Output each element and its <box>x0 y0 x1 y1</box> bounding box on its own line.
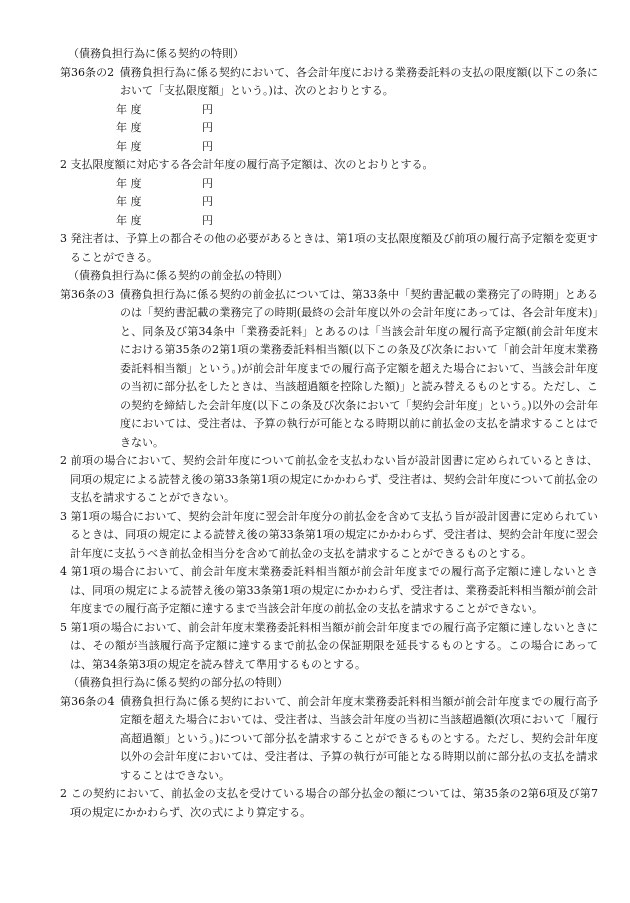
year-label: 年 度 <box>116 195 142 208</box>
amount-row <box>116 193 598 212</box>
article-number: 第36条の2 <box>60 65 115 79</box>
paragraph-number: 5 <box>60 620 67 634</box>
paragraph <box>60 230 599 267</box>
paragraph-text: 第1項の場合において、前会計年度末業務委託料相当額が前会計年度までの履行高予定額に達しないときは、同項の規定による読替え後の第33条第1項の規定にかかわらず、受注者は、業務委託料相当額が前会計年度までの履行高予定額に達するまで当該会計年度の前払金の支払を請求することができない。 <box>70 565 598 615</box>
amount-row <box>116 119 598 138</box>
paragraph <box>60 785 598 822</box>
section-heading: （債務負担行為に係る契約の部分払の特則） <box>68 676 288 689</box>
yen-label: 円 <box>202 102 213 116</box>
yen-label: 円 <box>202 121 213 134</box>
paragraph-text: 支払限度額に対応する各会計年度の履行高予定額は、次のとおりとする。 <box>70 158 434 171</box>
year-label: 年 度 <box>116 176 142 190</box>
article-36-4 <box>60 693 598 786</box>
paragraph <box>60 156 598 175</box>
paragraph-text: 発注者は、予算上の都合その他の必要があるときは、第1項の支払限度額及び前項の履行高予定額を変更することができる。 <box>70 232 599 264</box>
section-heading: （債務負担行為に係る契約の特則） <box>68 47 244 60</box>
yen-label: 円 <box>202 139 213 153</box>
paragraph <box>60 452 598 508</box>
year-label: 年 度 <box>116 139 142 153</box>
article-text: 債務負担行為に係る契約において、各会計年度における業務委託料の支払の限度額(以下この条において「支払限度額」という。)は、次のとおりとする。 <box>119 65 598 97</box>
paragraph <box>60 563 598 619</box>
amount-row <box>116 138 598 157</box>
paragraph-number: 2 <box>60 454 67 467</box>
amount-row <box>116 175 598 194</box>
paragraph <box>60 508 598 564</box>
yen-label: 円 <box>202 213 213 227</box>
paragraph-number: 2 <box>60 787 67 800</box>
article-text: 債務負担行為に係る契約において、前会計年度末業務委託料相当額が前会計年度までの履行高予定額を超えた場合においては、受注者は、当該会計年度の当初に当該超過額(次項において「履行高超過額」という。)について部分払を請求することができるものとする。ただし、契約会計年度以外の会計年度においては、受注者は、予算の執行が可能となる時期以前に部分払の支払を請求することはできない。 <box>120 694 598 782</box>
article-36-2 <box>60 64 598 101</box>
amount-row <box>116 101 598 120</box>
year-label: 年 度 <box>116 213 142 227</box>
section-heading: （債務負担行為に係る契約の前金払の特則） <box>68 269 288 282</box>
yen-label: 円 <box>202 176 213 190</box>
amount-row <box>116 212 598 231</box>
paragraph-text: 前項の場合において、契約会計年度について前払金を支払わない旨が設計図書に定められているときは、同項の規定による読替え後の第33条第1項の規定にかかわらず、受注者は、契約会計年度について前払金の支払を請求することができない。 <box>70 454 598 504</box>
paragraph-number: 3 <box>60 509 67 523</box>
yen-label: 円 <box>202 195 213 208</box>
paragraph-text: 第1項の場合において、前会計年度末業務委託料相当額が前会計年度までの履行高予定額に達しないときには、その額が当該履行高予定額に達するまで前払金の保証期限を延長するものとする。この場合にあっては、第34条第3項の規定を読み替えて準用するものとする。 <box>70 620 598 671</box>
year-label: 年 度 <box>116 121 142 134</box>
paragraph-text: 第1項の場合において、契約会計年度に翌会計年度分の前払金を含めて支払う旨が設計図書に定められているときは、同項の規定による読替え後の第33条第1項の規定にかかわらず、受注者は、契約会計年度に翌会計年度に支払うべき前払金相当分を含めて前払金の支払を請求することができるものとする。 <box>70 509 598 560</box>
article-36-3 <box>60 286 599 453</box>
paragraph <box>60 619 598 675</box>
article-number: 第36条の4 <box>60 694 115 708</box>
article-number: 第36条の3 <box>60 287 115 301</box>
paragraph-number: 4 <box>60 565 67 578</box>
paragraph-number: 2 <box>60 158 67 171</box>
paragraph-number: 3 <box>60 232 67 245</box>
article-text: 債務負担行為に係る契約の前金払については、第33条中「契約書記載の業務完了の時期」とあるのは「契約書記載の業務完了の時期(最終の会計年度以外の会計年度にあっては、各会計年度末)」と、同条及び第34条中「業務委託料」とあるのは「当該会計年度の履行高予定額(前会計年度末における第35条の2第1項の業務委託料相当額(以下この条及び次条において「前会計年度末業務委託料相当額」という。)が前会計年度までの履行高予定額を超えた場合において、当該会計年度の当初に部分払をしたときは、当該超過額を控除した額)」と読み替えるものとする。ただし、この契約を締結した会計年度(以下この条及び次条において「契約会計年度」という。)以外の会計年度においては、受注者は、予算の執行が可能となる時期以前に前払金の支払を請求することはできない。 <box>119 287 599 449</box>
year-label: 年 度 <box>116 102 142 116</box>
paragraph-text: この契約において、前払金の支払を受けている場合の部分払金の額については、第35条の2第6項及び第7項の規定にかかわらず、次の式により算定する。 <box>70 787 598 819</box>
